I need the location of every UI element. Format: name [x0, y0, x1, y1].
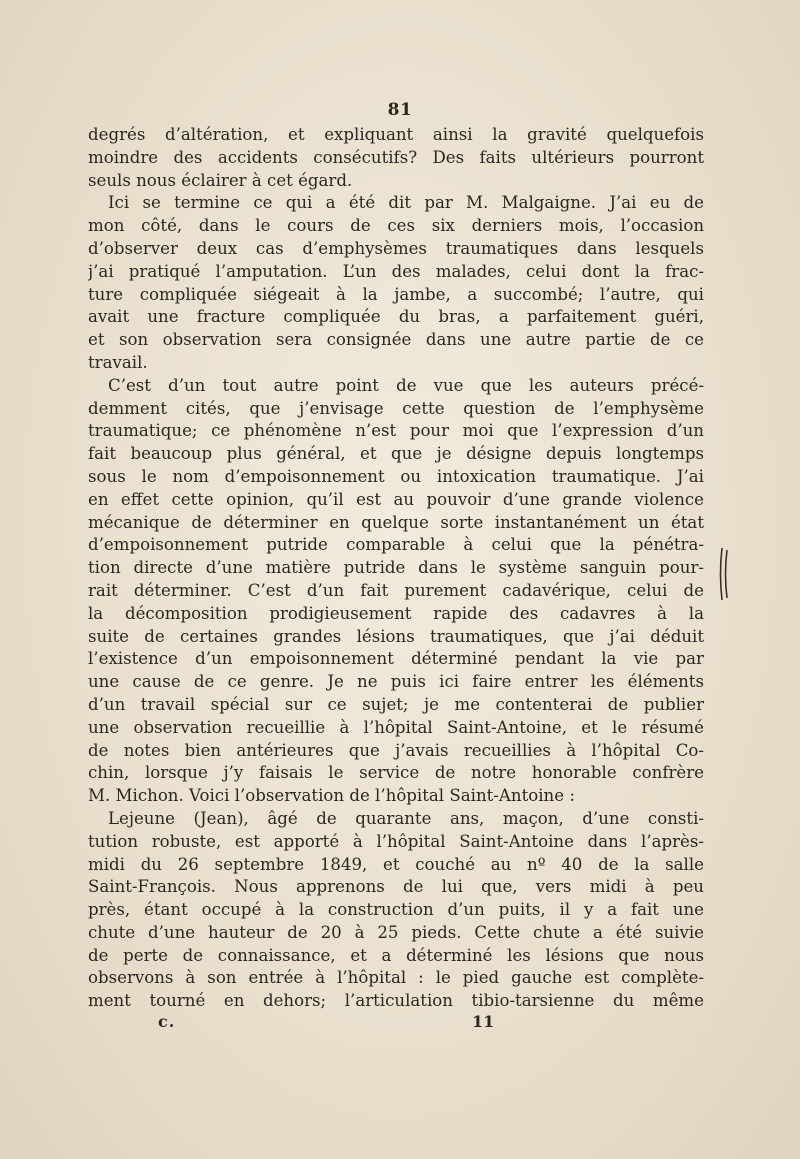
text-line: mécanique de déterminer en quelque sorte instantanément un état — [88, 512, 704, 532]
page-number: 81 — [387, 100, 413, 120]
signature-mark: c. — [158, 1012, 176, 1031]
body-text — [88, 124, 704, 1013]
text-line: degrés d’altération, et expliquant ainsi la gravité quelquefois — [88, 125, 704, 144]
text-line: chute d’une hauteur de 20 à 25 pieds. Cette chute a été suivie — [88, 922, 704, 942]
text-line: chin, lorsque j’y faisais le service de notre honorable confrère — [88, 763, 704, 783]
text-line: Ici se termine ce qui a été dit par M. Malgaigne. J’ai eu de — [108, 193, 704, 213]
text-line: près, étant occupé à la construction d’un puits, il y a fait une — [88, 900, 704, 920]
margin-bracket-mark — [718, 546, 730, 602]
text-line: tion directe d’une matière putride dans le système sanguin pour- — [88, 558, 704, 578]
text-line: M. Michon. Voici l’observation de l’hôpital Saint-Antoine : — [88, 786, 575, 806]
text-line: C’est d’un tout autre point de vue que les auteurs précé- — [108, 375, 704, 395]
text-line: une observation recueillie à l’hôpital Saint-Antoine, et le résumé — [88, 717, 704, 737]
text-line: j’ai pratiqué l’amputation. L’un des malades, celui dont la frac- — [88, 261, 704, 281]
text-line: d’un travail spécial sur ce sujet; je me contenterai de publier — [88, 694, 704, 714]
text-line: d’observer deux cas d’emphysèmes traumatiques dans lesquels — [88, 238, 704, 258]
gathering-number: 11 — [472, 1012, 495, 1031]
text-line: midi du 26 septembre 1849, et couché au nº 40 de la salle — [88, 854, 704, 874]
text-line: mon côté, dans le cours de ces six derniers mois, l’occasion — [88, 216, 704, 236]
text-line: ture compliquée siégeait à la jambe, a succombé; l’autre, qui — [88, 284, 704, 304]
text-line: fait beaucoup plus général, et que je désigne depuis longtemps — [88, 444, 704, 464]
text-line: rait déterminer. C’est d’un fait purement cadavérique, celui de — [88, 580, 704, 600]
text-line: tution robuste, est apporté à l’hôpital Saint-Antoine dans l’après- — [88, 831, 704, 851]
text-line: de perte de connaissance, et a déterminé les lésions que nous — [88, 945, 704, 965]
text-line: moindre des accidents consécutifs? Des faits ultérieurs pourront — [88, 147, 704, 167]
text-line: avait une fracture compliquée du bras, a parfaitement guéri, — [88, 307, 704, 327]
text-line: d’empoisonnement putride comparable à celui que la pénétra- — [88, 535, 704, 555]
page-footer — [0, 1012, 800, 1034]
text-line: suite de certaines grandes lésions traumatiques, que j’ai déduit — [88, 626, 704, 646]
text-line: Lejeune (Jean), âgé de quarante ans, maçon, d’une consti- — [108, 808, 704, 828]
text-line: en effet cette opinion, qu’il est au pouvoir d’une grande violence — [88, 489, 704, 509]
text-line: traumatique; ce phénomène n’est pour moi que l’expression d’un — [88, 421, 704, 441]
text-line: et son observation sera consignée dans une autre partie de ce — [88, 330, 704, 350]
text-line: demment cités, que j’envisage cette question de l’emphysème — [88, 398, 704, 418]
text-line: l’existence d’un empoisonnement déterminé pendant la vie par — [88, 649, 704, 669]
text-line: seuls nous éclairer à cet égard. — [88, 170, 353, 190]
text-line: la décomposition prodigieusement rapide des cadavres à la — [88, 603, 704, 623]
text-line: ment tourné en dehors; l’articulation tibio-tarsienne du même — [88, 991, 704, 1011]
text-line: observons à son entrée à l’hôpital : le pied gauche est complète- — [88, 968, 704, 988]
text-line: sous le nom d’empoisonnement ou intoxication traumatique. J’ai — [88, 466, 704, 486]
text-line: de notes bien antérieures que j’avais recueillies à l’hôpital Co- — [88, 740, 704, 760]
text-line: Saint-François. Nous apprenons de lui que, vers midi à peu — [88, 877, 704, 897]
text-line: une cause de ce genre. Je ne puis ici faire entrer les éléments — [88, 672, 704, 692]
text-line: travail. — [88, 352, 148, 372]
